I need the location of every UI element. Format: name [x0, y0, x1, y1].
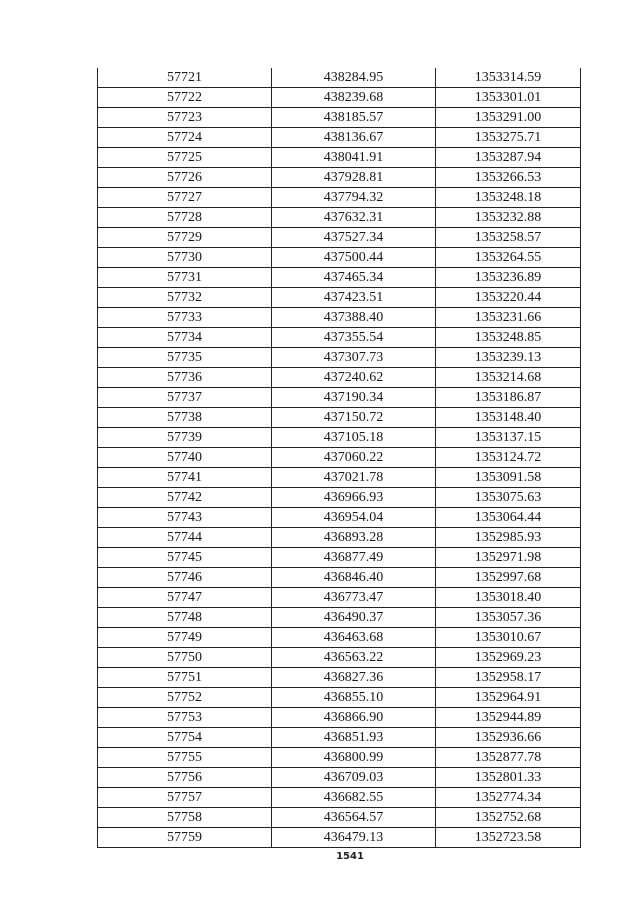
- point-id-cell: 57756: [98, 768, 272, 788]
- table-row: [98, 788, 581, 808]
- table-row: [98, 688, 581, 708]
- point-id-cell: 57751: [98, 668, 272, 688]
- y-coordinate-cell: 1352936.66: [436, 728, 581, 748]
- point-id-cell: 57753: [98, 708, 272, 728]
- table-row: [98, 128, 581, 148]
- point-id-cell: 57727: [98, 188, 272, 208]
- y-coordinate-cell: 1353232.88: [436, 208, 581, 228]
- x-coordinate-cell: 437500.44: [272, 248, 436, 268]
- y-coordinate-cell: 1353264.55: [436, 248, 581, 268]
- y-coordinate-cell: 1353018.40: [436, 588, 581, 608]
- point-id-cell: 57735: [98, 348, 272, 368]
- point-id-cell: 57739: [98, 428, 272, 448]
- x-coordinate-cell: 436709.03: [272, 768, 436, 788]
- point-id-cell: 57759: [98, 828, 272, 848]
- point-id-cell: 57748: [98, 608, 272, 628]
- table-row: [98, 548, 581, 568]
- point-id-cell: 57722: [98, 88, 272, 108]
- y-coordinate-cell: 1353057.36: [436, 608, 581, 628]
- y-coordinate-cell: 1353220.44: [436, 288, 581, 308]
- x-coordinate-cell: 437465.34: [272, 268, 436, 288]
- table-row: [98, 368, 581, 388]
- table-row: [98, 68, 581, 88]
- point-id-cell: 57736: [98, 368, 272, 388]
- table-row: [98, 748, 581, 768]
- table-row: [98, 228, 581, 248]
- table-row: [98, 708, 581, 728]
- y-coordinate-cell: 1353248.85: [436, 328, 581, 348]
- table-row: [98, 628, 581, 648]
- y-coordinate-cell: 1352997.68: [436, 568, 581, 588]
- point-id-cell: 57755: [98, 748, 272, 768]
- table-row: [98, 88, 581, 108]
- table-row: [98, 208, 581, 228]
- table-row: [98, 328, 581, 348]
- x-coordinate-cell: 436479.13: [272, 828, 436, 848]
- table-row: [98, 668, 581, 688]
- point-id-cell: 57728: [98, 208, 272, 228]
- y-coordinate-cell: 1353291.00: [436, 108, 581, 128]
- table-row: [98, 808, 581, 828]
- table-row: [98, 468, 581, 488]
- table-row: [98, 588, 581, 608]
- x-coordinate-cell: 437021.78: [272, 468, 436, 488]
- point-id-cell: 57752: [98, 688, 272, 708]
- x-coordinate-cell: 436773.47: [272, 588, 436, 608]
- y-coordinate-cell: 1352944.89: [436, 708, 581, 728]
- x-coordinate-cell: 437060.22: [272, 448, 436, 468]
- table-row: [98, 508, 581, 528]
- table-row: [98, 728, 581, 748]
- x-coordinate-cell: 437632.31: [272, 208, 436, 228]
- x-coordinate-cell: 437388.40: [272, 308, 436, 328]
- x-coordinate-cell: 436682.55: [272, 788, 436, 808]
- y-coordinate-cell: 1353064.44: [436, 508, 581, 528]
- point-id-cell: 57725: [98, 148, 272, 168]
- y-coordinate-cell: 1352985.93: [436, 528, 581, 548]
- x-coordinate-cell: 436877.49: [272, 548, 436, 568]
- x-coordinate-cell: 438136.67: [272, 128, 436, 148]
- y-coordinate-cell: 1352723.58: [436, 828, 581, 848]
- point-id-cell: 57746: [98, 568, 272, 588]
- page-number: 1541: [336, 851, 364, 862]
- x-coordinate-cell: 436866.90: [272, 708, 436, 728]
- x-coordinate-cell: 437423.51: [272, 288, 436, 308]
- y-coordinate-cell: 1352877.78: [436, 748, 581, 768]
- coordinates-table: [97, 68, 581, 848]
- x-coordinate-cell: 438284.95: [272, 68, 436, 88]
- y-coordinate-cell: 1353148.40: [436, 408, 581, 428]
- x-coordinate-cell: 438185.57: [272, 108, 436, 128]
- point-id-cell: 57741: [98, 468, 272, 488]
- table-row: [98, 448, 581, 468]
- y-coordinate-cell: 1353137.15: [436, 428, 581, 448]
- x-coordinate-cell: 436855.10: [272, 688, 436, 708]
- y-coordinate-cell: 1353010.67: [436, 628, 581, 648]
- table-row: [98, 188, 581, 208]
- table-row: [98, 528, 581, 548]
- y-coordinate-cell: 1353186.87: [436, 388, 581, 408]
- y-coordinate-cell: 1353091.58: [436, 468, 581, 488]
- point-id-cell: 57744: [98, 528, 272, 548]
- x-coordinate-cell: 436846.40: [272, 568, 436, 588]
- x-coordinate-cell: 436463.68: [272, 628, 436, 648]
- point-id-cell: 57750: [98, 648, 272, 668]
- table-row: [98, 428, 581, 448]
- point-id-cell: 57731: [98, 268, 272, 288]
- point-id-cell: 57747: [98, 588, 272, 608]
- y-coordinate-cell: 1353301.01: [436, 88, 581, 108]
- point-id-cell: 57758: [98, 808, 272, 828]
- table-row: [98, 388, 581, 408]
- point-id-cell: 57734: [98, 328, 272, 348]
- y-coordinate-cell: 1353214.68: [436, 368, 581, 388]
- y-coordinate-cell: 1353275.71: [436, 128, 581, 148]
- y-coordinate-cell: 1353075.63: [436, 488, 581, 508]
- table-row: [98, 168, 581, 188]
- table-row: [98, 288, 581, 308]
- x-coordinate-cell: 437190.34: [272, 388, 436, 408]
- y-coordinate-cell: 1352964.91: [436, 688, 581, 708]
- x-coordinate-cell: 436490.37: [272, 608, 436, 628]
- x-coordinate-cell: 437105.18: [272, 428, 436, 448]
- point-id-cell: 57757: [98, 788, 272, 808]
- table-row: [98, 608, 581, 628]
- x-coordinate-cell: 437527.34: [272, 228, 436, 248]
- y-coordinate-cell: 1352774.34: [436, 788, 581, 808]
- x-coordinate-cell: 438041.91: [272, 148, 436, 168]
- y-coordinate-cell: 1353236.89: [436, 268, 581, 288]
- table-row: [98, 648, 581, 668]
- x-coordinate-cell: 437150.72: [272, 408, 436, 428]
- x-coordinate-cell: 437240.62: [272, 368, 436, 388]
- y-coordinate-cell: 1353231.66: [436, 308, 581, 328]
- point-id-cell: 57740: [98, 448, 272, 468]
- point-id-cell: 57754: [98, 728, 272, 748]
- x-coordinate-cell: 436563.22: [272, 648, 436, 668]
- table-row: [98, 308, 581, 328]
- x-coordinate-cell: 437794.32: [272, 188, 436, 208]
- point-id-cell: 57730: [98, 248, 272, 268]
- table-row: [98, 248, 581, 268]
- x-coordinate-cell: 437307.73: [272, 348, 436, 368]
- point-id-cell: 57733: [98, 308, 272, 328]
- x-coordinate-cell: 438239.68: [272, 88, 436, 108]
- table-row: [98, 108, 581, 128]
- point-id-cell: 57743: [98, 508, 272, 528]
- x-coordinate-cell: 436966.93: [272, 488, 436, 508]
- table-row: [98, 348, 581, 368]
- y-coordinate-cell: 1352958.17: [436, 668, 581, 688]
- y-coordinate-cell: 1353266.53: [436, 168, 581, 188]
- point-id-cell: 57726: [98, 168, 272, 188]
- table-row: [98, 568, 581, 588]
- point-id-cell: 57737: [98, 388, 272, 408]
- table-row: [98, 488, 581, 508]
- x-coordinate-cell: 436800.99: [272, 748, 436, 768]
- table-row: [98, 768, 581, 788]
- y-coordinate-cell: 1352752.68: [436, 808, 581, 828]
- y-coordinate-cell: 1352971.98: [436, 548, 581, 568]
- y-coordinate-cell: 1353124.72: [436, 448, 581, 468]
- point-id-cell: 57723: [98, 108, 272, 128]
- point-id-cell: 57742: [98, 488, 272, 508]
- y-coordinate-cell: 1353314.59: [436, 68, 581, 88]
- table-row: [98, 828, 581, 848]
- table-row: [98, 268, 581, 288]
- x-coordinate-cell: 436827.36: [272, 668, 436, 688]
- x-coordinate-cell: 436851.93: [272, 728, 436, 748]
- y-coordinate-cell: 1352969.23: [436, 648, 581, 668]
- table-row: [98, 408, 581, 428]
- y-coordinate-cell: 1353287.94: [436, 148, 581, 168]
- x-coordinate-cell: 437928.81: [272, 168, 436, 188]
- point-id-cell: 57724: [98, 128, 272, 148]
- x-coordinate-cell: 436954.04: [272, 508, 436, 528]
- point-id-cell: 57721: [98, 68, 272, 88]
- x-coordinate-cell: 436564.57: [272, 808, 436, 828]
- table-row: [98, 148, 581, 168]
- point-id-cell: 57732: [98, 288, 272, 308]
- point-id-cell: 57729: [98, 228, 272, 248]
- y-coordinate-cell: 1352801.33: [436, 768, 581, 788]
- point-id-cell: 57738: [98, 408, 272, 428]
- x-coordinate-cell: 436893.28: [272, 528, 436, 548]
- x-coordinate-cell: 437355.54: [272, 328, 436, 348]
- coordinates-table-body: [98, 68, 581, 848]
- y-coordinate-cell: 1353258.57: [436, 228, 581, 248]
- point-id-cell: 57749: [98, 628, 272, 648]
- point-id-cell: 57745: [98, 548, 272, 568]
- y-coordinate-cell: 1353239.13: [436, 348, 581, 368]
- y-coordinate-cell: 1353248.18: [436, 188, 581, 208]
